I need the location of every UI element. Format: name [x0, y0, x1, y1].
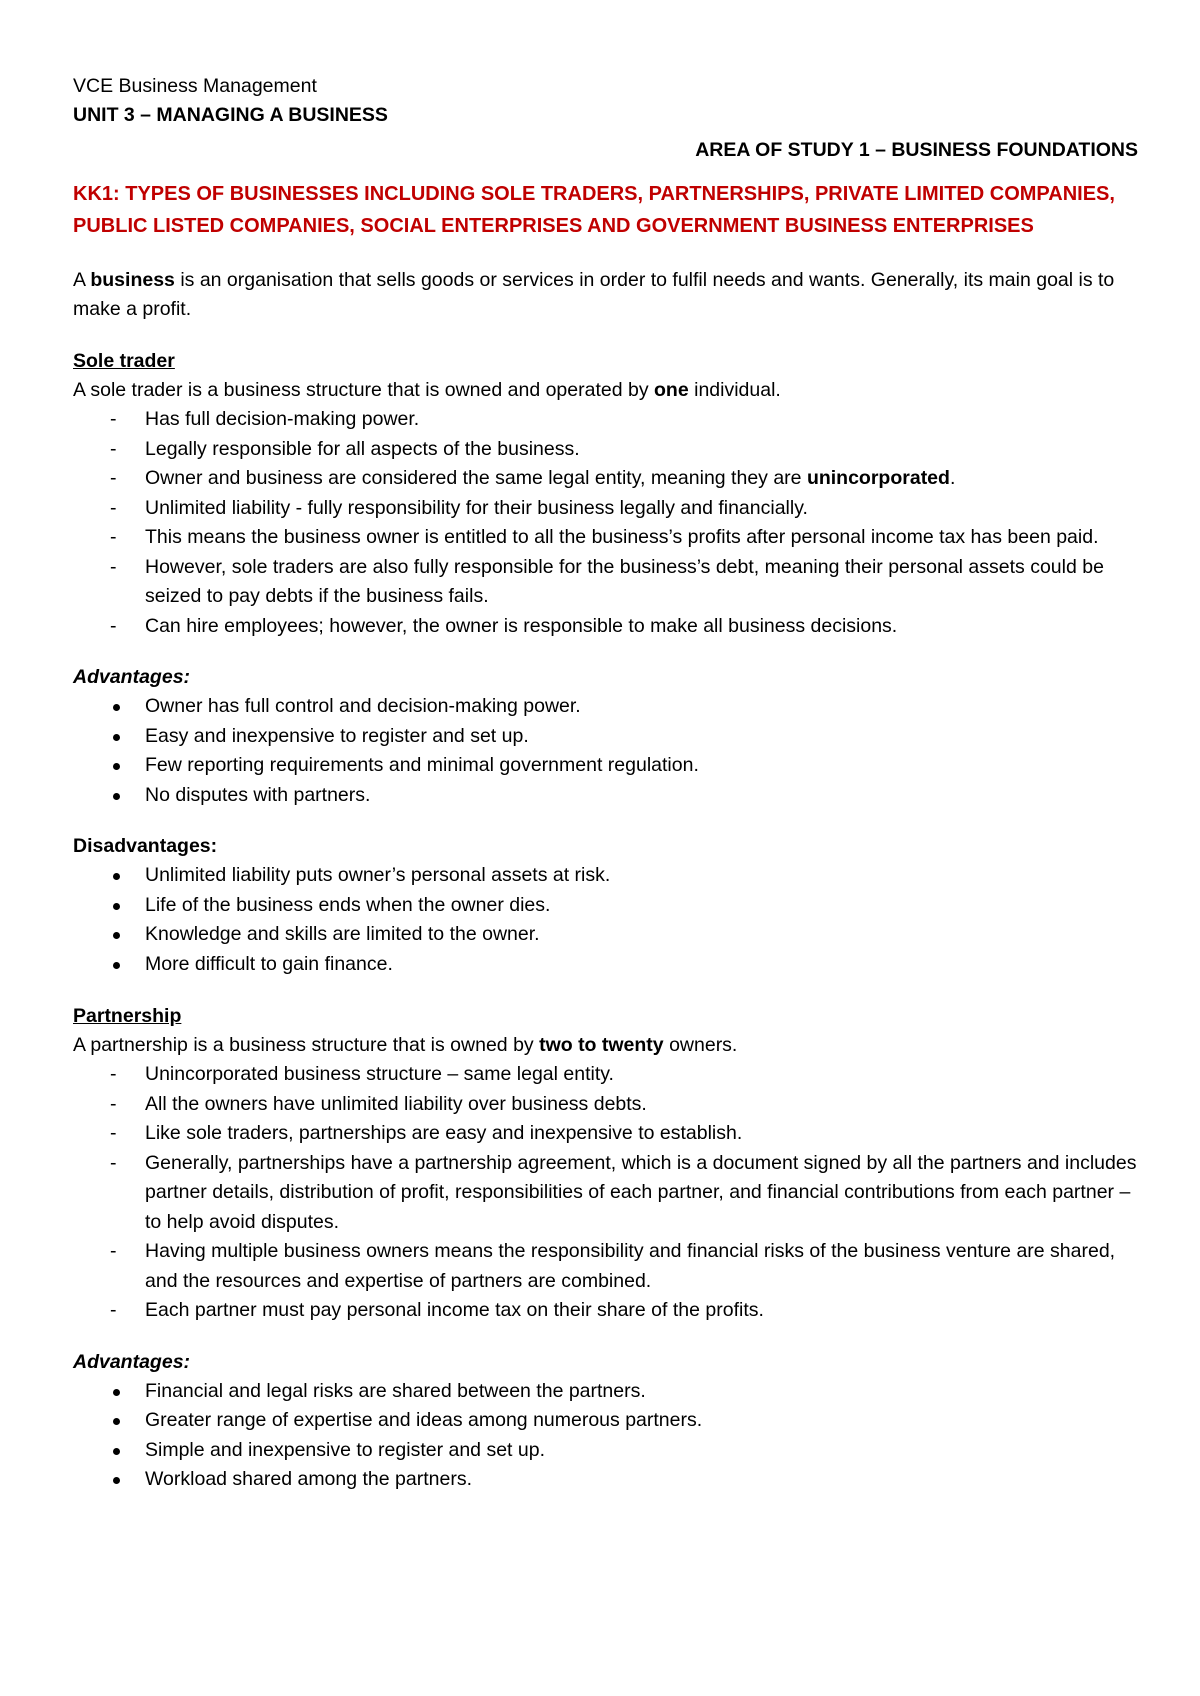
- sole-trader-title: Sole trader: [73, 350, 175, 372]
- sole-trader-definition: [73, 376, 1138, 405]
- list-item: [73, 781, 1138, 811]
- partnership-title: Partnership: [73, 1005, 182, 1027]
- partnership-advantages: [73, 1377, 1138, 1495]
- sole-trader-disadvantages: [73, 861, 1138, 979]
- partnership-def-term: two to twenty: [539, 1034, 664, 1056]
- list-item-text: No disputes with partners.: [145, 783, 371, 806]
- entity-prefix: Owner and business are considered the same legal entity, meaning they are: [145, 467, 807, 489]
- list-item: [73, 1237, 1138, 1296]
- bullet-icon: [113, 1477, 120, 1484]
- list-item: [73, 1119, 1138, 1149]
- list-item: [73, 494, 1138, 524]
- list-item: [73, 405, 1138, 435]
- intro-prefix: A: [73, 269, 91, 291]
- list-item-text: Each partner must pay personal income tax on their share of the profits.: [145, 1299, 764, 1321]
- intro-suffix: is an organisation that sells goods or services in order to fulfil needs and wants. Generally, its main goal is to make a profit.: [73, 269, 1115, 320]
- list-item-text: Simple and inexpensive to register and set up.: [145, 1438, 545, 1461]
- list-item-text: Legally responsible for all aspects of the business.: [145, 437, 580, 460]
- dash-marker: -: [110, 1063, 117, 1085]
- entity-suffix: .: [949, 467, 956, 489]
- bullet-icon: [113, 932, 120, 939]
- partnership-def-suffix: owners.: [663, 1034, 738, 1056]
- list-item: [73, 464, 1138, 494]
- list-item-text: Financial and legal risks are shared between the partners.: [145, 1379, 646, 1402]
- list-item-text: Greater range of expertise and ideas among numerous partners.: [145, 1409, 703, 1431]
- kk1-heading: KK1: TYPES OF BUSINESSES INCLUDING SOLE TRADERS, PARTNERSHIPS, PRIVATE LIMITED COMPANIES, PUBLIC LISTED COMPANIES, SOCIAL ENTERPRISES AND GOVERNMENT BUSINESS ENTERPRISES: [73, 183, 1115, 237]
- bullet-icon: [113, 763, 120, 770]
- dash-marker: -: [110, 437, 117, 460]
- dash-marker: -: [110, 496, 117, 519]
- bullet-icon: [113, 873, 120, 880]
- bullet-icon: [113, 1448, 120, 1455]
- partnership-points: [73, 1060, 1138, 1326]
- sole-trader-disadvantages-label: Disadvantages:: [73, 835, 218, 857]
- area-of-study-title: AREA OF STUDY 1 – BUSINESS FOUNDATIONS: [695, 139, 1138, 161]
- list-item-text: Having multiple business owners means the responsibility and financial risks of the business venture are shared, and the resources and expertise of partners are combined.: [145, 1240, 1116, 1292]
- sole-trader-def-suffix: individual.: [688, 379, 781, 401]
- entity-term: unincorporated: [806, 467, 950, 489]
- bullet-icon: [113, 793, 120, 800]
- list-item: [73, 950, 1138, 980]
- list-item-text: Workload shared among the partners.: [145, 1468, 472, 1490]
- bullet-icon: [113, 1418, 120, 1425]
- list-item: [73, 692, 1138, 722]
- sole-trader-def-term: one: [654, 379, 689, 401]
- sole-trader-def-prefix: A sole trader is a business structure that is owned and operated by: [73, 379, 655, 401]
- dash-marker: -: [110, 467, 117, 489]
- list-item: [73, 612, 1138, 642]
- bullet-icon: [113, 903, 120, 910]
- list-item-text: Generally, partnerships have a partnership agreement, which is a document signed by all the partners and includes partner details, distribution of profit, responsibilities of each partner, and financial contributions from each partner – to help avoid disputes.: [145, 1151, 1137, 1233]
- dash-marker: -: [110, 614, 117, 637]
- list-item-text: Knowledge and skills are limited to the owner.: [145, 923, 540, 945]
- list-item: [73, 861, 1138, 891]
- list-item: [73, 523, 1138, 553]
- list-item-text: Owner has full control and decision-making power.: [145, 695, 581, 717]
- list-item-text: Life of the business ends when the owner dies.: [145, 893, 551, 916]
- list-item: [73, 553, 1138, 612]
- document-page: [73, 72, 1138, 1495]
- list-item-text: Unincorporated business structure – same legal entity.: [145, 1063, 614, 1085]
- list-item-text: Can hire employees; however, the owner is responsible to make all business decisions.: [145, 614, 898, 637]
- dash-marker: -: [110, 555, 117, 578]
- list-item-text: Has full decision-making power.: [145, 408, 420, 430]
- sole-trader-advantages: [73, 692, 1138, 810]
- dash-marker: -: [110, 1092, 117, 1115]
- dash-marker: -: [110, 526, 117, 548]
- list-item: [73, 1406, 1138, 1436]
- intro-paragraph: [73, 266, 1138, 324]
- list-item: [73, 1060, 1138, 1090]
- list-item: [73, 891, 1138, 921]
- dash-marker: -: [110, 1299, 117, 1321]
- sole-trader-advantages-label: Advantages:: [73, 666, 191, 688]
- intro-term: business: [90, 269, 175, 291]
- sole-trader-points: [73, 405, 1138, 641]
- dash-marker: -: [110, 408, 117, 430]
- list-item-text: However, sole traders are also fully responsible for the business’s debt, meaning their personal assets could be seized to pay debts if the business fails.: [145, 555, 1104, 607]
- bullet-icon: [113, 962, 120, 969]
- bullet-icon: [113, 704, 120, 711]
- partnership-definition: [73, 1031, 1138, 1060]
- list-item: [73, 1296, 1138, 1326]
- list-item: [73, 1377, 1138, 1407]
- list-item-text: This means the business owner is entitled to all the business’s profits after personal income tax has been paid.: [145, 526, 1099, 548]
- partnership-advantages-label: Advantages:: [73, 1350, 191, 1373]
- list-item: [73, 1149, 1138, 1238]
- course-title: VCE Business Management: [73, 75, 317, 97]
- list-item: [73, 1090, 1138, 1120]
- dash-marker: -: [110, 1240, 117, 1262]
- bullet-icon: [113, 734, 120, 741]
- dash-marker: -: [110, 1151, 117, 1174]
- list-item-text: More difficult to gain finance.: [145, 952, 393, 975]
- partnership-def-prefix: A partnership is a business structure that is owned by: [73, 1034, 540, 1056]
- list-item-text: Unlimited liability - fully responsibility for their business legally and financially.: [145, 496, 808, 519]
- bullet-icon: [113, 1389, 120, 1396]
- list-item-text: Few reporting requirements and minimal government regulation.: [145, 754, 699, 776]
- unit-title: UNIT 3 – MANAGING A BUSINESS: [73, 104, 388, 126]
- list-item-text: Easy and inexpensive to register and set up.: [145, 724, 529, 747]
- list-item-text: All the owners have unlimited liability over business debts.: [145, 1092, 647, 1115]
- list-item: [73, 1465, 1138, 1495]
- list-item: [73, 435, 1138, 465]
- list-item: [73, 722, 1138, 752]
- dash-marker: -: [110, 1122, 117, 1144]
- list-item: [73, 920, 1138, 950]
- list-item: [73, 751, 1138, 781]
- list-item: [73, 1436, 1138, 1466]
- list-item-text: Unlimited liability puts owner’s personal assets at risk.: [145, 864, 611, 886]
- list-item-text: Like sole traders, partnerships are easy and inexpensive to establish.: [145, 1122, 743, 1144]
